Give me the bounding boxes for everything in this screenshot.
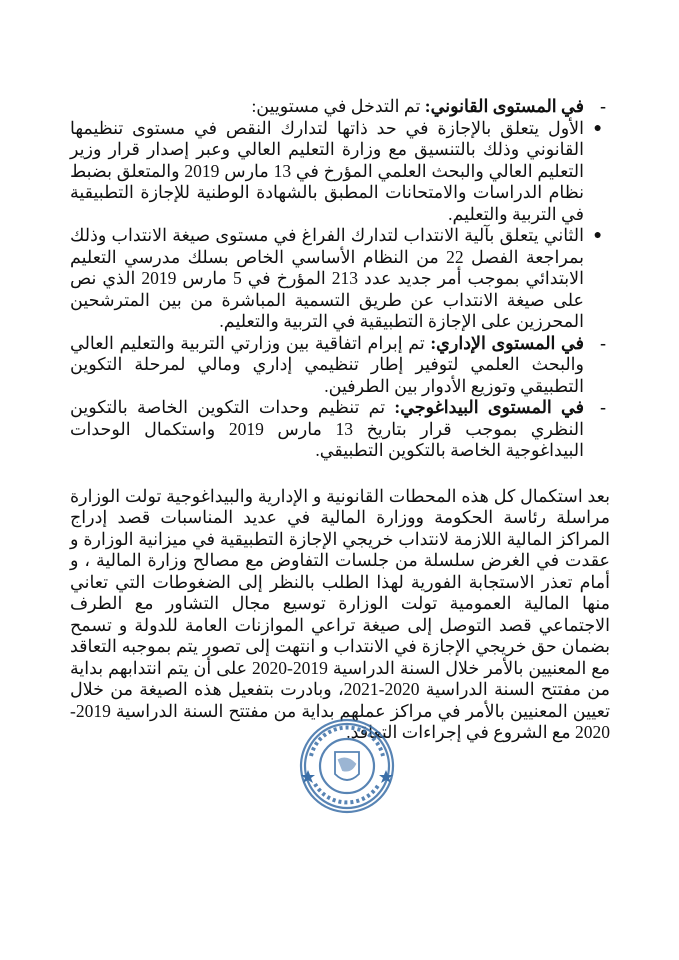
pedagogical-level-heading: في المستوى البيداغوجي: bbox=[394, 397, 584, 417]
dash-marker: - bbox=[600, 397, 606, 417]
dash-marker: - bbox=[600, 96, 606, 116]
summary-paragraph: بعد استكمال كل هذه المحطات القانونية و الإدارية والبيداغوجية تولت الوزارة مراسلة رئاسة الحكومة ووزارة المالية في عديد المناسبات قصد إدراج المراكز المالية اللازمة لانتداب خريجي الإجازة التطبيقية في ميزانية الوزارة و عقدت في الغرض سلسلة من جلسات التفاوض مع مصالح وزارة المالية ، و أمام تعذر الاستجابة الفورية لهذا الطلب بالنظر إلى الضغوطات التي تعاني منها المالية العمومية تولت الوزارة توسيع مجال التشاور مع الطرف الاجتماعي قصد التوصل إلى صيغة تراعي الموازنات العامة للدولة و تسمح بضمان حق خريجي الإجازة في الانتداب و انتهت إلى تصور يتم بموجبه التعاقد مع المعنيين بالأمر خلال السنة الدراسية 2019-2020 على أن يتم انتدابهم بداية من مفتتح السنة الدراسية 2020-2021، وبادرت بتفعيل هذه الصيغة من خلال تعيين المعنيين بالأمر في مراكز عملهم بداية من مفتتح السنة الدراسية 2019-2020 مع الشروع في إجراءات التعاقد. bbox=[70, 485, 610, 742]
bullet-text: الأول يتعلق بالإجازة في حد ذاتها لتدارك النقص في مستوى تنظيمها القانوني وذلك بالتنسيق مع وزارة التعليم العالي وعبر إصدار قرار وزير التعليم العالي والبحث العلمي المؤرخ في 13 مارس 2019 والمتعلق بضبط نظام الدراسات والامتحانات المطبق بالشهادة الوطنية للإجازة التطبيقية في التربية والتعليم. bbox=[70, 117, 584, 224]
bullet-icon: ● bbox=[593, 228, 602, 243]
bullet-item bbox=[70, 118, 610, 226]
legal-level-heading: في المستوى القانوني: bbox=[424, 96, 584, 116]
legal-level-section bbox=[70, 96, 610, 118]
bullet-text: الثاني يتعلق بآلية الانتداب لتدارك الفراغ في مستوى صيغة الانتداب وذلك بمراجعة الفصل 22 من النظام الأساسي الخاص بسلك مدرسي التعليم الابتدائي بموجب أمر جديد عدد 213 المؤرخ في 5 مارس 2019 الذي نص على صيغة الانتداب عن طريق التسمية المباشرة من بين المترشحين المحرزين على الإجازة التطبيقية في التربية والتعليم. bbox=[70, 225, 585, 331]
administrative-level-text: تم إبرام اتفاقية بين وزارتي التربية والتعليم العالي والبحث العلمي لتوفير إطار تنظيمي إداري ومالي لمرحلة التكوين التطبيقي وتوزيع الأدوار بين الطرفين. bbox=[70, 332, 584, 396]
legal-level-intro: تم التدخل في مستويين: bbox=[251, 96, 425, 116]
document-body bbox=[70, 96, 610, 761]
administrative-level-section bbox=[70, 333, 610, 398]
bullet-icon: ● bbox=[593, 120, 602, 136]
administrative-level-heading: في المستوى الإداري: bbox=[430, 332, 584, 353]
bullet-item bbox=[70, 225, 610, 333]
dash-marker: - bbox=[600, 332, 606, 353]
pedagogical-level-text: تم تنظيم وحدات التكوين الخاصة بالتكوين النظري بموجب قرار بتاريخ 13 مارس 2019 واستكمال الوحدات البيداغوجية الخاصة بالتكوين التطبيقي. bbox=[70, 397, 584, 460]
official-seal-icon bbox=[297, 716, 397, 816]
pedagogical-level-section bbox=[70, 397, 610, 462]
legal-bullets bbox=[70, 118, 610, 333]
